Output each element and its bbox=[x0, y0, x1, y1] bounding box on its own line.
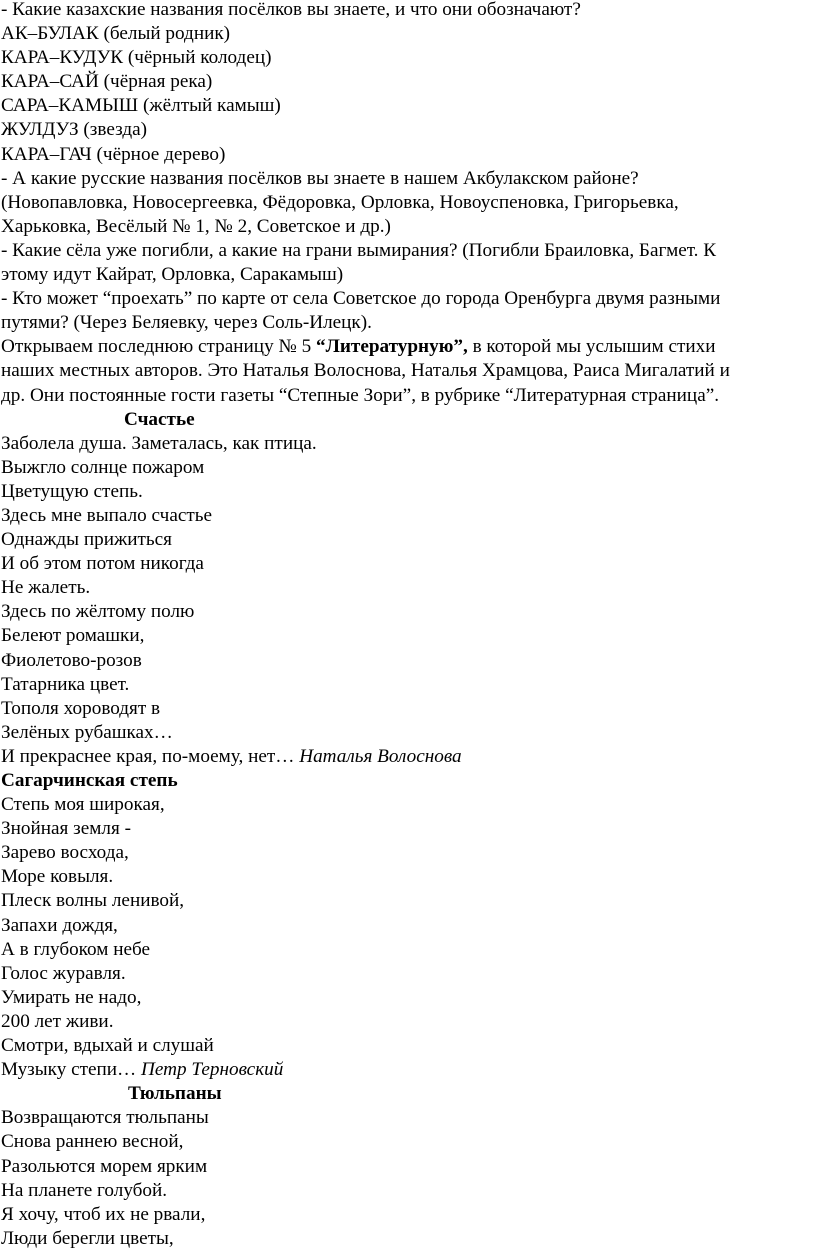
question-russian-names: - А какие русские названия посёлков вы знаете в нашем Акбулакском районе? bbox=[1, 167, 639, 189]
poem-line: Здесь по жёлтому полю bbox=[1, 601, 195, 623]
literary-page-intro-start: Открываем последнюю страницу № 5 bbox=[1, 336, 316, 358]
document-page bbox=[1, 0, 813, 1251]
poem-author: Наталья Волоснова bbox=[299, 745, 462, 767]
poem-line: Знойная земля - bbox=[1, 818, 131, 840]
poem-line: Выжгло солнце пожаром bbox=[1, 456, 205, 478]
literary-page-intro: др. Они постоянные гости газеты “Степные Зори”, в рубрике “Литературная страница”. bbox=[1, 384, 720, 406]
question-kazakh-names: - Какие казахские названия посёлков вы знаете, и что они обозначают? bbox=[1, 0, 581, 20]
poem-line: Однажды прижиться bbox=[1, 529, 172, 551]
literary-page-intro-bold: “Литературную”, bbox=[315, 336, 468, 358]
poem-line: Плеск волны ленивой, bbox=[1, 890, 185, 912]
kazakh-name-item: ЖУЛДУЗ (звезда) bbox=[1, 119, 147, 141]
poem-line: На планете голубой. bbox=[1, 1179, 168, 1201]
kazakh-name-item: КАРА–КУДУК (чёрный колодец) bbox=[1, 47, 272, 69]
kazakh-name-item: КАРА–ГАЧ (чёрное дерево) bbox=[1, 143, 226, 165]
kazakh-name-item: КАРА–САЙ (чёрная река) bbox=[1, 71, 213, 93]
poem-line: Белеют ромашки, bbox=[1, 625, 145, 647]
literary-page-intro bbox=[1, 335, 813, 359]
poem-line: И прекраснее края, по-моему, нет… bbox=[1, 745, 300, 767]
poem-line: Цветущую степь. bbox=[1, 480, 143, 502]
poem-line: Не жалеть. bbox=[1, 577, 91, 599]
kazakh-name-item: САРА–КАМЫШ (жёлтый камыш) bbox=[1, 95, 281, 117]
poem-line: Запахи дождя, bbox=[1, 914, 118, 936]
poem-line: Снова раннею весной, bbox=[1, 1131, 184, 1153]
poem-line: Возвращаются тюльпаны bbox=[1, 1107, 209, 1129]
question-villages-answer: этому идут Кайрат, Орловка, Саракамыш) bbox=[1, 264, 344, 286]
poem-line: Голос журавля. bbox=[1, 962, 126, 984]
poem-line: Зелёных рубашках… bbox=[1, 721, 173, 743]
poem-line: Море ковыля. bbox=[1, 866, 114, 888]
poem-line: Зарево восхода, bbox=[1, 842, 129, 864]
question-russian-names-answer: Харьковка, Весёлый № 1, № 2, Советское и др.) bbox=[1, 215, 391, 237]
poem-line: И об этом потом никогда bbox=[1, 553, 204, 575]
poem-line: Степь моя широкая, bbox=[1, 794, 165, 816]
poem-line: Татарника цвет. bbox=[1, 673, 130, 695]
poem-line: Здесь мне выпало счастье bbox=[1, 504, 213, 526]
poem-title: Счастье bbox=[124, 408, 195, 430]
poem-line-with-author bbox=[1, 745, 813, 769]
question-map-route: - Кто может “проехать” по карте от села Советское до города Оренбурга двумя разными bbox=[1, 288, 721, 310]
question-map-route-answer: путями? (Через Беляевку, через Соль-Илецк). bbox=[1, 312, 372, 334]
poem-line: 200 лет живи. bbox=[1, 1010, 114, 1032]
poem-title: Тюльпаны bbox=[128, 1083, 222, 1105]
poem-line: Я хочу, чтоб их не рвали, bbox=[1, 1203, 206, 1225]
poem-line: Заболела душа. Заметалась, как птица. bbox=[1, 432, 317, 454]
poem-title: Сагарчинская степь bbox=[1, 770, 178, 791]
poem-line: Музыку степи… bbox=[1, 1059, 142, 1081]
question-villages: - Какие сёла уже погибли, а какие на грани вымирания? (Погибли Браиловка, Багмет. К bbox=[1, 239, 717, 261]
poem-line: Умирать не надо, bbox=[1, 986, 142, 1008]
poem-line: Смотри, вдыхай и слушай bbox=[1, 1035, 214, 1057]
poem-line: Фиолетово-розов bbox=[1, 649, 142, 671]
literary-page-intro: наших местных авторов. Это Наталья Волоснова, Наталья Храмцова, Раиса Мигалатий и bbox=[1, 360, 730, 382]
poem-line: Люди берегли цветы, bbox=[1, 1227, 174, 1249]
literary-page-intro-end: в которой мы услышим стихи bbox=[467, 336, 716, 358]
kazakh-name-item: АК–БУЛАК (белый родник) bbox=[1, 23, 231, 45]
poem-line: А в глубоком небе bbox=[1, 938, 151, 960]
poem-line-with-author bbox=[1, 1058, 813, 1082]
question-russian-names-answer: (Новопавловка, Новосергеевка, Фёдоровка, Орловка, Новоуспеновка, Григорьевка, bbox=[1, 191, 679, 213]
poem-line: Разольются морем ярким bbox=[1, 1155, 208, 1177]
poem-author: Петр Терновский bbox=[141, 1059, 284, 1081]
poem-line: Тополя хороводят в bbox=[1, 697, 161, 719]
